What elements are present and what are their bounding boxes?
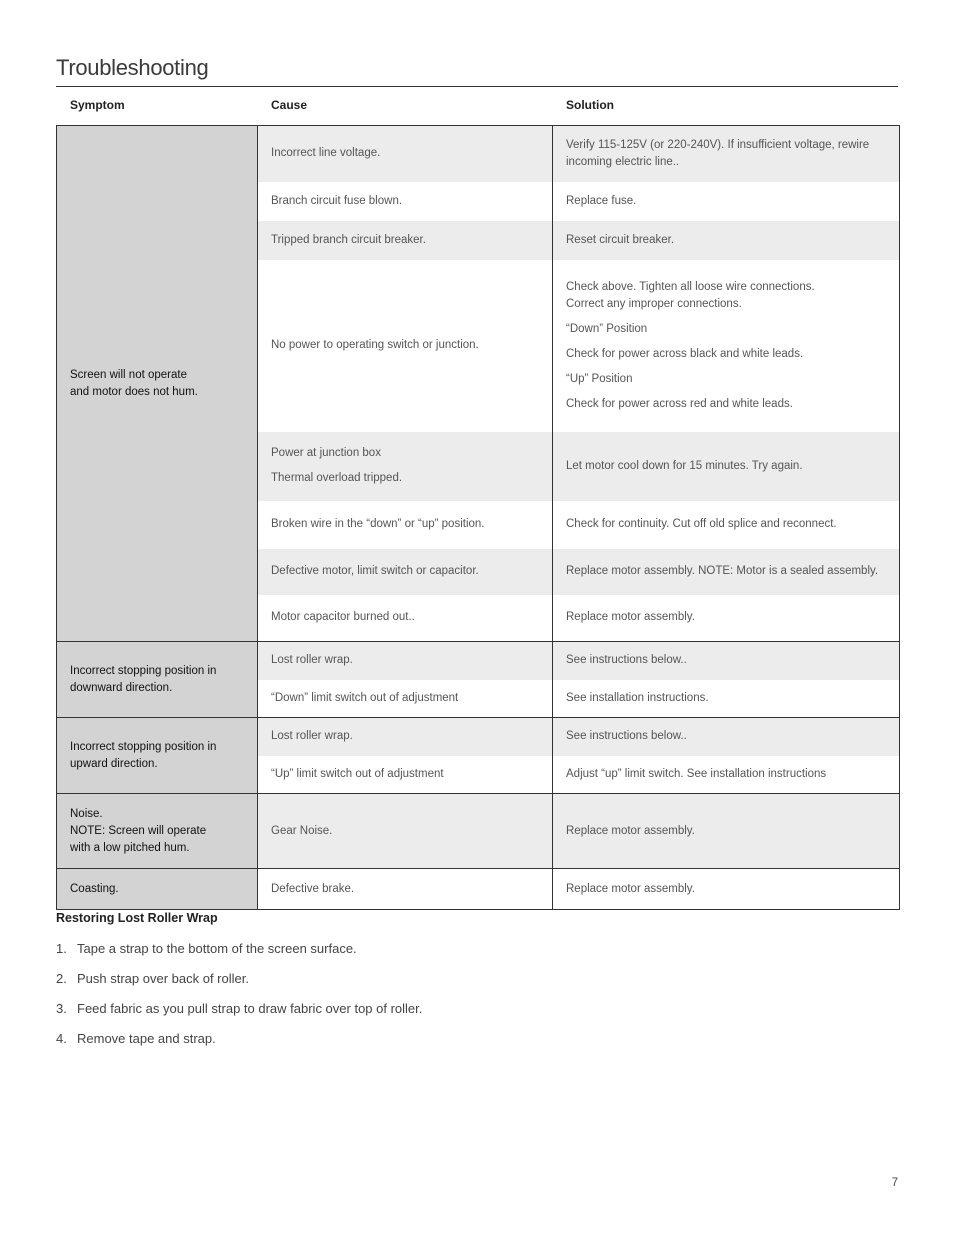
cell-paragraph: Defective brake.	[271, 882, 355, 895]
table-row	[57, 642, 900, 680]
cell-paragraph: “Down” Position	[566, 322, 648, 335]
restoring-section-title: Restoring Lost Roller Wrap	[56, 911, 218, 925]
cause-column-header: Cause	[271, 98, 308, 112]
cell-paragraph: Verify 115-125V (or 220-240V). If insufficient voltage, rewire incoming electric line..	[566, 138, 870, 168]
cell-paragraph: See installation instructions.	[566, 691, 709, 704]
cell-paragraph: Screen will not operate and motor does not hum.	[70, 368, 198, 398]
solution-column-header: Solution	[566, 98, 614, 112]
solution-cell	[553, 549, 900, 595]
cause-cell	[258, 869, 553, 910]
table-row	[57, 869, 900, 910]
cell-paragraph: No power to operating switch or junction.	[271, 339, 479, 351]
cell-paragraph: Adjust “up” limit switch. See installation instructions	[566, 767, 827, 780]
cell-paragraph: Lost roller wrap.	[271, 730, 353, 743]
cell-paragraph: Branch circuit fuse blown.	[271, 194, 403, 207]
cell-paragraph: Gear Noise.	[271, 824, 333, 837]
cell-paragraph: Check for power across black and white leads.	[566, 347, 804, 360]
step-text: Tape a strap to the bottom of the screen surface.	[77, 941, 357, 956]
cell-paragraph: “Up” Position	[566, 372, 633, 385]
cause-cell	[258, 756, 553, 794]
cell-paragraph: Power at junction box	[271, 447, 381, 459]
cause-cell	[258, 221, 553, 260]
cause-cell	[258, 182, 553, 221]
cause-cell	[258, 680, 553, 718]
cell-paragraph: Coasting.	[70, 882, 119, 895]
cell-paragraph: “Down” limit switch out of adjustment	[271, 691, 459, 704]
cell-paragraph: Check above. Tighten all loose wire connections. Correct any improper connections.	[566, 280, 815, 310]
cause-cell	[258, 718, 553, 756]
cell-paragraph: Replace motor assembly. NOTE: Motor is a sealed assembly.	[566, 565, 879, 577]
list-item	[56, 970, 422, 1000]
cell-paragraph: Noise. NOTE: Screen will operate with a low pitched hum.	[70, 807, 207, 854]
step-number: 2.	[56, 971, 67, 986]
symptom-cell	[57, 869, 258, 910]
cell-paragraph: Broken wire in the “down” or “up” position.	[271, 518, 485, 530]
solution-cell	[553, 432, 900, 501]
cause-cell	[258, 260, 553, 432]
table-row	[57, 126, 900, 182]
cell-paragraph: Reset circuit breaker.	[566, 233, 675, 246]
symptom-column-header: Symptom	[70, 98, 125, 112]
symptom-cell	[57, 642, 258, 718]
list-item	[56, 1030, 422, 1060]
cell-paragraph: Incorrect line voltage.	[271, 147, 381, 160]
cell-paragraph: Defective motor, limit switch or capacitor.	[271, 565, 479, 577]
cell-paragraph: Incorrect stopping position in downward direction.	[70, 664, 217, 694]
troubleshooting-table	[56, 125, 900, 910]
cell-paragraph: Check for continuity. Cut off old splice and reconnect.	[566, 518, 837, 530]
cell-paragraph: See instructions below..	[566, 654, 687, 667]
restoring-steps-list	[56, 940, 422, 1060]
table-row	[57, 718, 900, 756]
solution-cell	[553, 642, 900, 680]
cell-paragraph: Check for power across red and white leads.	[566, 397, 793, 410]
table-row	[57, 794, 900, 869]
solution-cell	[553, 221, 900, 260]
solution-cell	[553, 260, 900, 432]
cell-paragraph: “Up” limit switch out of adjustment	[271, 767, 444, 780]
cell-paragraph: Replace motor assembly.	[566, 611, 695, 624]
cause-cell	[258, 595, 553, 642]
page-title: Troubleshooting	[56, 55, 209, 80]
cell-paragraph: Tripped branch circuit breaker.	[271, 233, 426, 246]
list-item	[56, 1000, 422, 1030]
cell-paragraph: Replace motor assembly.	[566, 882, 695, 895]
symptom-cell	[57, 126, 258, 642]
solution-cell	[553, 869, 900, 910]
step-number: 4.	[56, 1031, 67, 1046]
cell-paragraph: See instructions below..	[566, 730, 687, 743]
solution-cell	[553, 680, 900, 718]
symptom-cell	[57, 794, 258, 869]
solution-cell	[553, 182, 900, 221]
solution-cell	[553, 595, 900, 642]
page-number: 7	[891, 1177, 898, 1189]
list-item	[56, 940, 422, 970]
cell-paragraph: Thermal overload tripped.	[271, 472, 403, 484]
solution-cell	[553, 794, 900, 869]
step-number: 3.	[56, 1001, 67, 1016]
cell-paragraph: Replace fuse.	[566, 194, 637, 207]
cell-paragraph: Let motor cool down for 15 minutes. Try again.	[566, 459, 803, 472]
cause-cell	[258, 432, 553, 501]
step-text: Remove tape and strap.	[77, 1031, 216, 1046]
solution-cell	[553, 126, 900, 182]
step-text: Feed fabric as you pull strap to draw fabric over top of roller.	[77, 1001, 423, 1016]
solution-cell	[553, 501, 900, 549]
step-number: 1.	[56, 941, 67, 956]
cause-cell	[258, 794, 553, 869]
cause-cell	[258, 126, 553, 182]
cause-cell	[258, 642, 553, 680]
cause-cell	[258, 501, 553, 549]
solution-cell	[553, 756, 900, 794]
cause-cell	[258, 549, 553, 595]
cell-paragraph: Motor capacitor burned out..	[271, 611, 415, 624]
cell-paragraph: Replace motor assembly.	[566, 824, 695, 837]
solution-cell	[553, 718, 900, 756]
cell-paragraph: Lost roller wrap.	[271, 654, 353, 667]
cell-paragraph: Incorrect stopping position in upward direction.	[70, 740, 217, 770]
title-divider	[56, 86, 898, 87]
step-text: Push strap over back of roller.	[77, 971, 249, 986]
symptom-cell	[57, 718, 258, 794]
